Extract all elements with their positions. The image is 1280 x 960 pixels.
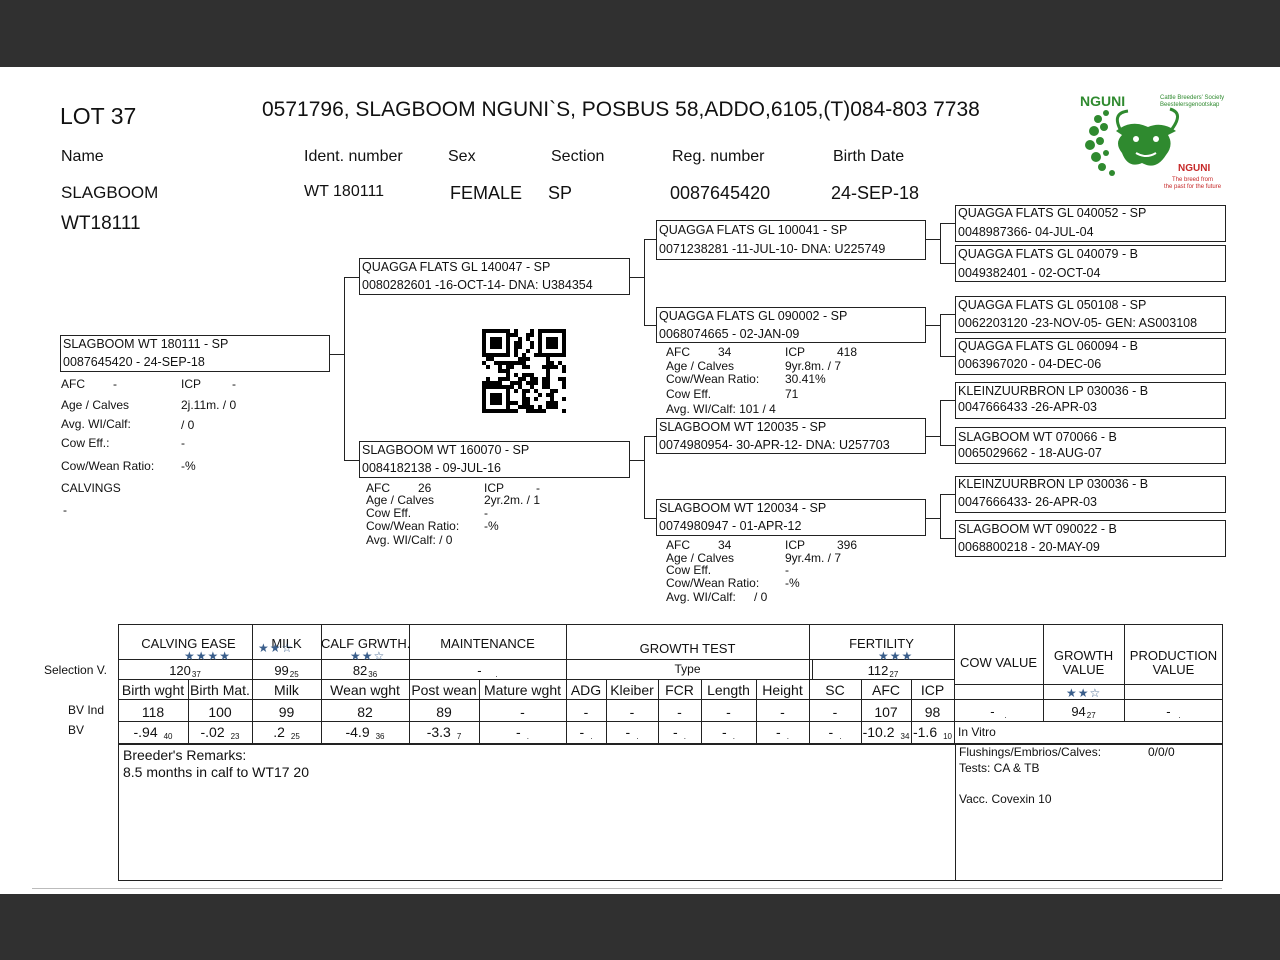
- logo-tagline-2: the past for the future: [1164, 184, 1222, 190]
- growth-value-stars: [1066, 686, 1101, 700]
- dam-cowwean-label: Cow/Wean Ratio:: [366, 519, 460, 533]
- gen3-4-avgwi-label: Avg. WI/Calf:: [666, 590, 736, 604]
- header-growth-value-1: GROWTH: [1053, 648, 1114, 663]
- box-line-2: 0080282601 -16-OCT-14- DNA: U384354: [362, 278, 593, 292]
- subject-avgwi-label: Avg. WI/Calf:: [61, 417, 131, 431]
- animal-ident: WT 180111: [304, 183, 385, 200]
- gen3-2-coweff-value: 71: [785, 387, 799, 401]
- logo-society: Cattle Breeders' Society: [1160, 95, 1225, 101]
- star-empty-icon: [282, 641, 294, 655]
- remarks-text: 8.5 months in calf to WT17 20: [123, 764, 309, 780]
- gen3-2-age-value: 9yr.8m. / 7: [785, 359, 842, 373]
- box-line-1: QUAGGA FLATS GL 040079 - B: [958, 247, 1138, 261]
- milk-stars: [258, 641, 293, 655]
- bv-ind-cell: -: [629, 704, 635, 720]
- logo-tagline-1: The breed from: [1172, 177, 1214, 183]
- column-header: Kleiber: [610, 682, 654, 698]
- dam-coweff-value: -: [484, 506, 488, 520]
- pedigree-box-gen4-5: [955, 382, 1226, 419]
- bv-cell: .2 $_{25}$: [273, 724, 300, 741]
- bv-ind-cell: 82: [357, 704, 373, 720]
- pedigree-box-gen4-7: [955, 476, 1226, 513]
- gen3-2-icp-value: 418: [837, 345, 858, 359]
- bv-cell: - $_.$: [625, 724, 639, 741]
- subject-calvings-label: CALVINGS: [61, 481, 121, 495]
- dam-age-value: 2yr.2m. / 1: [484, 493, 541, 507]
- bv-cell: -10.2 $_{34}$: [862, 724, 910, 741]
- subject-age-label: Age / Calves: [61, 398, 130, 412]
- bv-cell: - $_.$: [722, 724, 735, 741]
- star-filled-icon: [196, 649, 208, 663]
- gen3-2-icp-label: ICP: [785, 345, 806, 359]
- pedigree-box-gen4-3: [955, 296, 1226, 333]
- pedigree-box-gen4-4: [955, 338, 1226, 375]
- box-line-2: 0074980954- 30-APR-12- DNA: U257703: [659, 438, 890, 452]
- pedigree-box-gen3-3: [656, 418, 926, 454]
- box-line-1: QUAGGA FLATS GL 040052 - SP: [958, 206, 1147, 220]
- selection-calf-growth: $82_{36}$: [352, 663, 378, 679]
- column-header: Length: [707, 682, 750, 698]
- selection-calving-ease: $120_{37}$: [169, 663, 201, 679]
- animal-sex: FEMALE: [450, 183, 523, 203]
- gen3-4-icp-label: ICP: [785, 538, 806, 552]
- bv-ind-cell: -: [520, 704, 525, 720]
- star-filled-icon: [270, 641, 282, 655]
- bv-cell: -.94 $_{40}$: [133, 724, 173, 741]
- star-filled-icon: [878, 649, 890, 663]
- label-reg: Reg. number: [672, 148, 765, 165]
- star-filled-icon: [219, 649, 231, 663]
- star-empty-icon: [1090, 686, 1102, 700]
- star-empty-icon: [374, 649, 386, 663]
- dam-afc-value: 26: [418, 481, 432, 495]
- bv-cell: -.02 $_{23}$: [200, 724, 240, 741]
- subject-afc-value: -: [113, 377, 117, 391]
- box-line-1: QUAGGA FLATS GL 090002 - SP: [659, 309, 848, 323]
- gen3-4-cowwean-label: Cow/Wean Ratio:: [666, 576, 760, 590]
- box-line-2: 0087645420 - 24-SEP-18: [63, 355, 205, 369]
- animal-name-2: WT18111: [61, 213, 141, 234]
- selection-milk: $99_{25}$: [274, 663, 299, 679]
- gen3-4-coweff-value: -: [785, 563, 789, 577]
- bvind-cow-value: - $_.$: [990, 704, 1007, 720]
- animal-birth: 24-SEP-18: [831, 183, 920, 203]
- subject-cowwean-value: -%: [181, 459, 196, 473]
- dam-afc-label: AFC: [366, 481, 390, 495]
- pedigree-box-gen3-1: [656, 220, 926, 260]
- pedigree-box-subject: [60, 335, 330, 372]
- gen3-4-age-label: Age / Calves: [666, 551, 735, 565]
- pedigree-box-gen4-6: [955, 427, 1226, 464]
- header-maintenance: MAINTENANCE: [440, 636, 535, 651]
- in-vitro-label: In Vitro: [958, 725, 996, 739]
- pedigree-box-gen3-4: [656, 499, 926, 536]
- box-line-2: 0065029662 - 18-AUG-07: [958, 446, 1102, 460]
- bvind-growth-value: $94_{27}$: [1071, 704, 1096, 720]
- bv-ind-cell: -: [780, 704, 785, 720]
- dam-coweff-label: Cow Eff.: [366, 506, 412, 520]
- bv-cell: - $_.$: [516, 724, 529, 741]
- nguni-logo: [1076, 91, 1225, 201]
- column-header: Milk: [274, 682, 299, 698]
- box-line-2: 0047666433- 26-APR-03: [958, 495, 1097, 509]
- label-section: Section: [551, 148, 605, 165]
- box-line-2: 0068074665 - 02-JAN-09: [659, 327, 800, 341]
- box-line-1: QUAGGA FLATS GL 100041 - SP: [659, 223, 848, 237]
- tests-text: Tests: CA & TB: [959, 761, 1040, 775]
- box-line-2: 0074980947 - 01-APR-12: [659, 519, 802, 533]
- subject-icp-value: -: [232, 377, 236, 391]
- header-growth-value-2: VALUE: [1062, 662, 1105, 677]
- column-header: Wean wght: [330, 682, 400, 698]
- bv-cell: - $_.$: [579, 724, 593, 741]
- breeder-line: 0571796, SLAGBOOM NGUNI`S, POSBUS 58,ADDO,6105,(T)084-803 7738: [262, 98, 980, 121]
- subject-cowwean-label: Cow/Wean Ratio:: [61, 459, 155, 473]
- subject-calvings-value: -: [63, 503, 67, 517]
- box-line-2: 0062203120 -23-NOV-05- GEN: AS003108: [958, 316, 1198, 330]
- calving-ease-stars: [184, 649, 231, 663]
- gen3-2-afc-label: AFC: [666, 345, 690, 359]
- calf-growth-stars: [350, 649, 385, 663]
- header-growth-test: GROWTH TEST: [639, 641, 736, 656]
- header-calving-ease: CALVING EASE: [141, 636, 236, 651]
- flushings-label: Flushings/Embrios/Calves:: [959, 745, 1102, 759]
- bv-ind-cell: 89: [436, 704, 452, 720]
- row-label-bvind: BV Ind: [68, 703, 105, 717]
- box-line-1: SLAGBOOM WT 180111 - SP: [63, 337, 229, 351]
- gen3-4-cowwean-value: -%: [785, 576, 800, 590]
- gen3-4-afc-label: AFC: [666, 538, 690, 552]
- footer-divider: [32, 888, 1222, 889]
- vaccination-text: Vacc. Covexin 10: [959, 792, 1052, 806]
- gen3-4-coweff-label: Cow Eff.: [666, 563, 712, 577]
- box-line-1: SLAGBOOM WT 090022 - B: [958, 522, 1117, 536]
- selection-maintenance: - $_.$: [477, 663, 498, 679]
- remarks-title: Breeder's Remarks:: [123, 747, 247, 763]
- row-label-bv: BV: [68, 723, 85, 737]
- selection-fertility: $112_{27}$: [867, 663, 899, 679]
- dam-cowwean-value: -%: [484, 519, 499, 533]
- box-line-2: 0047666433 -26-APR-03: [958, 400, 1097, 414]
- box-line-2: 0063967020 - 04-DEC-06: [958, 357, 1102, 371]
- remarks-box: [118, 744, 1223, 881]
- box-line-1: SLAGBOOM WT 120035 - SP: [659, 420, 827, 434]
- pedigree-box-sire: [359, 258, 630, 295]
- column-header: ICP: [920, 682, 945, 698]
- bv-ind-cell: -: [677, 704, 682, 720]
- pedigree-box-dam: [359, 441, 630, 478]
- gen3-2-afc-value: 34: [718, 345, 732, 359]
- box-line-1: SLAGBOOM WT 160070 - SP: [362, 443, 530, 457]
- dam-avgwi-label: Avg. WI/Calf: / 0: [366, 533, 453, 547]
- animal-section: SP: [548, 183, 573, 203]
- flushings-value: 0/0/0: [1148, 745, 1175, 759]
- gen3-4-afc-value: 34: [718, 538, 732, 552]
- gen3-4-icp-value: 396: [837, 538, 858, 552]
- header-milk: MILK: [271, 636, 302, 651]
- column-header: Post wean: [411, 682, 477, 698]
- star-filled-icon: [350, 649, 362, 663]
- bv-cell: - $_.$: [776, 724, 789, 741]
- column-header: AFC: [872, 682, 900, 698]
- pedigree-sheet: [0, 67, 1280, 894]
- label-ident: Ident. number: [304, 148, 403, 165]
- star-filled-icon: [890, 649, 902, 663]
- qr-code-icon: [482, 329, 566, 413]
- bv-cell: -4.9 $_{36}$: [345, 724, 385, 741]
- column-header: Mature wght: [483, 682, 562, 698]
- box-line-1: QUAGGA FLATS GL 050108 - SP: [958, 298, 1147, 312]
- fertility-stars: [878, 649, 913, 663]
- box-line-2: 0071238281 -11-JUL-10- DNA: U225749: [659, 242, 886, 256]
- subject-coweff-value: -: [181, 436, 185, 450]
- logo-word: NGUNI: [1080, 93, 1126, 109]
- box-line-1: SLAGBOOM WT 120034 - SP: [659, 501, 827, 515]
- bv-ind-cell: -: [583, 704, 589, 720]
- header-cow-value: COW VALUE: [959, 655, 1038, 670]
- animal-name: SLAGBOOM: [61, 183, 159, 202]
- dam-icp-label: ICP: [484, 481, 505, 495]
- box-line-2: 0068800218 - 20-MAY-09: [958, 540, 1100, 554]
- bv-cell: - $_.$: [828, 724, 842, 741]
- star-filled-icon: [1078, 686, 1090, 700]
- box-line-1: SLAGBOOM WT 070066 - B: [958, 430, 1117, 444]
- box-line-2: 0084182138 - 09-JUL-16: [362, 461, 501, 475]
- star-filled-icon: [184, 649, 196, 663]
- column-header: Birth Mat.: [190, 682, 250, 698]
- subject-age-value: 2j.11m. / 0: [181, 398, 237, 412]
- bv-ind-cell: 118: [141, 704, 165, 720]
- star-filled-icon: [208, 649, 220, 663]
- column-header: Birth wght: [121, 682, 185, 698]
- star-filled-icon: [362, 649, 374, 663]
- subject-icp-label: ICP: [181, 377, 202, 391]
- star-filled-icon: [258, 641, 270, 655]
- gen3-2-avgwi-label: Avg. WI/Calf: 101 / 4: [666, 402, 776, 416]
- dam-icp-value: -: [536, 481, 540, 495]
- column-header: SC: [825, 682, 845, 698]
- bv-ind-cell: 99: [278, 704, 295, 720]
- pedigree-box-gen4-1: [955, 205, 1226, 242]
- box-line-1: QUAGGA FLATS GL 060094 - B: [958, 339, 1138, 353]
- label-birth: Birth Date: [833, 148, 905, 165]
- gen3-2-age-label: Age / Calves: [666, 359, 735, 373]
- breeding-values-table: [118, 624, 1223, 744]
- bv-ind-cell: 98: [924, 704, 941, 720]
- subject-avgwi-value: / 0: [181, 418, 195, 432]
- lot-number: LOT 37: [60, 103, 137, 129]
- gen3-2-cowwean-label: Cow/Wean Ratio:: [666, 372, 760, 386]
- gen3-4-avgwi-value: / 0: [754, 590, 768, 604]
- pedigree-box-gen4-8: [955, 520, 1226, 557]
- subject-coweff-label: Cow Eff.:: [61, 436, 110, 450]
- header-production-value-2: VALUE: [1152, 662, 1195, 677]
- animal-reg: 0087645420: [670, 183, 771, 203]
- header-production-value-1: PRODUCTION: [1129, 648, 1218, 663]
- box-line-2: 0049382401 - 02-OCT-04: [958, 266, 1101, 280]
- bv-ind-cell: -: [726, 704, 731, 720]
- subject-afc-label: AFC: [61, 377, 85, 391]
- gen3-4-age-value: 9yr.4m. / 7: [785, 551, 842, 565]
- bv-cell: -1.6 $_{10}$: [912, 724, 953, 741]
- box-line-1: KLEINZUURBRON LP 030036 - B: [958, 477, 1149, 491]
- pedigree-box-gen3-2: [656, 307, 926, 343]
- bv-cell: -3.3 $_7$: [426, 724, 462, 741]
- column-header: ADG: [570, 682, 602, 698]
- box-line-2: 0048987366- 04-JUL-04: [958, 225, 1094, 239]
- bv-ind-cell: 107: [874, 704, 898, 720]
- gen3-2-coweff-label: Cow Eff.: [666, 387, 712, 401]
- bv-ind-cell: 100: [208, 704, 232, 720]
- column-header: Height: [762, 682, 803, 698]
- pedigree-box-gen4-2: [955, 245, 1226, 282]
- label-sex: Sex: [448, 148, 476, 165]
- bvind-production-value: - $_.$: [1166, 704, 1181, 720]
- logo-society-af: Beestelersgenootskap: [1160, 102, 1220, 108]
- bv-ind-cell: -: [832, 704, 838, 720]
- label-name: Name: [61, 148, 104, 165]
- header-fertility: FERTILITY: [849, 636, 914, 651]
- selection-type: Type: [674, 662, 701, 676]
- gen3-2-cowwean-value: 30.41%: [785, 372, 826, 386]
- row-label-selection: Selection V.: [44, 663, 107, 677]
- logo-tagline-name: NGUNI: [1178, 163, 1211, 174]
- star-filled-icon: [1066, 686, 1078, 700]
- box-line-1: QUAGGA FLATS GL 140047 - SP: [362, 260, 551, 274]
- dam-age-label: Age / Calves: [366, 493, 435, 507]
- star-filled-icon: [902, 649, 914, 663]
- column-header: FCR: [665, 682, 694, 698]
- bv-cell: - $_.$: [673, 724, 686, 741]
- header-calf-growth: CALF GRWTH.: [321, 636, 411, 651]
- box-line-1: KLEINZUURBRON LP 030036 - B: [958, 384, 1149, 398]
